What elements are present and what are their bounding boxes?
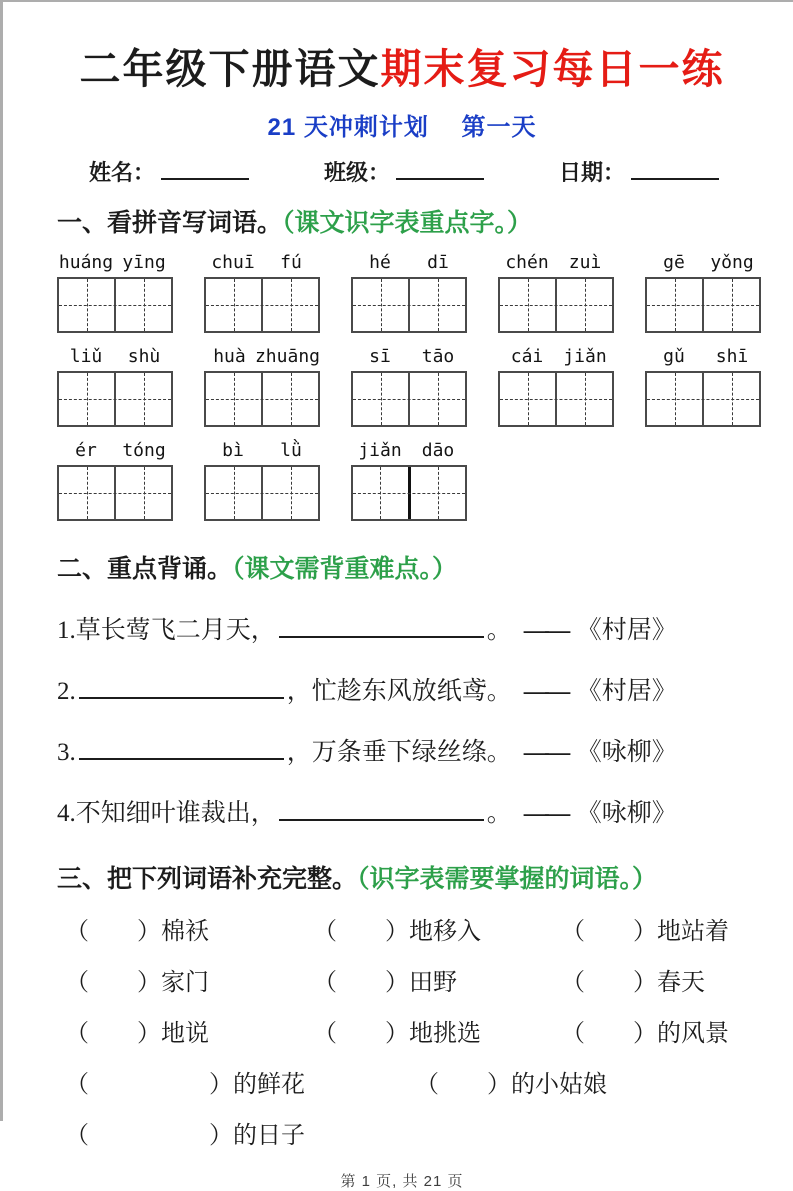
fill-word-cell: （ ）棉袄 [65, 919, 209, 945]
pinyin-syllable: tóng [122, 440, 166, 461]
tian-grid [645, 371, 761, 427]
pinyin-syllable: huà [213, 346, 246, 367]
answer-blank-line [279, 617, 484, 638]
fill-word-cell: （ ）地挑选 [313, 1021, 481, 1047]
recite-text-pre: 4.不知细叶谁裁出， [57, 800, 276, 827]
pinyin-syllable: lǜ [280, 440, 302, 461]
tian-grid [57, 371, 173, 427]
tian-cell [647, 279, 704, 331]
tian-grid [351, 371, 467, 427]
recite-line-2 [57, 671, 747, 707]
section1-heading-note: （课文识字表重点字。） [282, 209, 533, 237]
tian-cell [647, 373, 704, 425]
section2-heading-text: 二、重点背诵。 [57, 555, 233, 583]
tian-cell [704, 373, 759, 425]
name-label: 姓名： [89, 160, 156, 185]
pinyin-syllable: fú [280, 252, 302, 273]
pinyin-syllable: gē [663, 252, 685, 273]
page-footer: 第 1 页, 共 21 页 [340, 1173, 464, 1190]
tian-cell [411, 467, 466, 519]
pinyin-label [57, 252, 173, 273]
class-label: 班级： [323, 160, 390, 185]
pinyin-label [204, 346, 320, 367]
poem-source: 《咏柳》 [576, 739, 677, 766]
pinyin-word [351, 252, 467, 333]
tian-cell [353, 279, 410, 331]
fill-word-cell: （ ）家门 [65, 970, 209, 996]
pinyin-label [351, 252, 467, 273]
date-label: 日期： [558, 160, 625, 185]
fill-word-cell: （ ）田野 [313, 970, 457, 996]
date-blank-line [631, 162, 719, 180]
pinyin-label [57, 346, 173, 367]
pinyin-syllable: jiǎn [358, 440, 402, 461]
pinyin-syllable: shù [127, 346, 161, 367]
pinyin-label [645, 346, 761, 367]
tian-cell [206, 279, 263, 331]
recite-text-post: ，万条垂下绿丝绦。 [286, 739, 512, 766]
recite-line-3 [57, 732, 747, 768]
pinyin-label [645, 252, 761, 273]
tian-cell [59, 279, 116, 331]
section3-heading-note: （识字表需要掌握的词语。） [357, 865, 658, 893]
pinyin-syllable: zhuāng [254, 346, 320, 367]
recite-line-4 [57, 793, 747, 829]
pinyin-label [57, 440, 173, 461]
pinyin-word [57, 440, 173, 521]
pinyin-syllable: chén [505, 252, 549, 273]
tian-cell [206, 467, 263, 519]
section2-heading [57, 549, 747, 585]
plan-subtitle: 21 天冲刺计划 第一天 [267, 114, 537, 141]
tian-cell [410, 279, 465, 331]
em-dash: —— [523, 617, 567, 644]
fill-word-cell: （ ）地移入 [313, 919, 481, 945]
title-black-part: 二年级下册语文 [79, 46, 381, 92]
fill-word-row-3 [57, 1013, 747, 1048]
tian-cell [353, 467, 411, 519]
fill-word-row-2 [57, 962, 747, 997]
tian-grid [204, 371, 320, 427]
pinyin-label [351, 440, 467, 461]
pinyin-syllable: zuì [568, 252, 602, 273]
tian-cell [59, 467, 116, 519]
recite-text-pre: 3. [57, 739, 76, 766]
date-field [559, 156, 719, 187]
fill-word-cell: （ ）的风景 [561, 1021, 729, 1047]
page-title [57, 36, 747, 95]
tian-cell [500, 279, 557, 331]
fill-word-cell: （ ）地说 [65, 1021, 209, 1047]
pinyin-syllable: shī [715, 346, 749, 367]
pinyin-label [351, 346, 467, 367]
tian-cell [500, 373, 557, 425]
tian-cell [263, 279, 318, 331]
tian-grid [498, 277, 614, 333]
title-red-part: 期末复习每日一练 [380, 46, 725, 92]
fill-word-cell: （ ）地站着 [561, 919, 729, 945]
pinyin-word [645, 346, 761, 427]
recite-text-post: ，忙趁东风放纸鸢。 [286, 678, 512, 705]
pinyin-word [204, 440, 320, 521]
tian-cell [557, 373, 612, 425]
pinyin-label [498, 346, 614, 367]
tian-cell [704, 279, 759, 331]
pinyin-syllable: sī [369, 346, 391, 367]
pinyin-syllable: chuī [211, 252, 255, 273]
name-field [89, 156, 249, 187]
fill-word-row-1 [57, 911, 747, 946]
pinyin-syllable: hé [369, 252, 391, 273]
pinyin-syllable: gǔ [663, 346, 685, 367]
tian-cell [116, 279, 171, 331]
tian-grid [204, 277, 320, 333]
tian-grid [498, 371, 614, 427]
tian-grid [645, 277, 761, 333]
pinyin-word [57, 346, 173, 427]
class-blank-line [396, 162, 484, 180]
tian-cell [206, 373, 263, 425]
pinyin-word [204, 252, 320, 333]
pinyin-syllable: tāo [421, 346, 455, 367]
pinyin-word [498, 252, 614, 333]
tian-cell [557, 279, 612, 331]
pinyin-word [498, 346, 614, 427]
pinyin-syllable: jiǎn [563, 346, 607, 367]
class-field [324, 156, 484, 187]
name-blank-line [161, 162, 249, 180]
fill-word-cell: （ ）春天 [561, 970, 705, 996]
pinyin-syllable: yǒng [710, 252, 754, 273]
tian-cell [116, 373, 171, 425]
tian-cell [263, 373, 318, 425]
pinyin-syllable: dāo [421, 440, 455, 461]
pinyin-grid-row-2 [57, 346, 747, 427]
pinyin-label [204, 252, 320, 273]
fill-word-cell: （ ）的鲜花 [65, 1072, 305, 1098]
answer-blank-line [79, 678, 284, 699]
fill-word-cell: （ ）的日子 [65, 1123, 305, 1149]
tian-grid [351, 277, 467, 333]
em-dash: —— [523, 800, 567, 827]
pinyin-grid-row-3 [57, 440, 747, 521]
pinyin-syllable: dī [427, 252, 449, 273]
tian-grid [351, 465, 467, 521]
pinyin-grid-row-1 [57, 252, 754, 333]
tian-cell [116, 467, 171, 519]
poem-source: 《咏柳》 [576, 800, 677, 827]
pinyin-label [204, 440, 320, 461]
pinyin-syllable: yīng [122, 252, 166, 273]
pinyin-word [57, 252, 173, 333]
info-row [89, 156, 719, 187]
answer-blank-line [279, 800, 484, 821]
tian-cell [410, 373, 465, 425]
pinyin-syllable: cái [510, 346, 544, 367]
tian-grid [57, 277, 173, 333]
pinyin-syllable: ér [75, 440, 97, 461]
pinyin-label [498, 252, 614, 273]
pinyin-syllable: huáng [58, 252, 114, 273]
recite-line-1 [57, 610, 747, 646]
section2-heading-note: （课文需背重难点。） [232, 555, 458, 583]
section3-heading [57, 859, 747, 895]
tian-cell [263, 467, 318, 519]
pinyin-word [351, 346, 467, 427]
recite-text-pre: 1.草长莺飞二月天， [57, 617, 276, 644]
pinyin-word [645, 252, 761, 333]
section1-heading [57, 203, 747, 239]
pinyin-syllable: liǔ [69, 346, 103, 367]
fill-word-row-5 [57, 1115, 747, 1150]
em-dash: —— [523, 678, 567, 705]
section3-heading-text: 三、把下列词语补充完整。 [57, 865, 358, 893]
fill-word-cell: （ ）的小姑娘 [415, 1072, 607, 1098]
fill-word-row-4 [57, 1064, 747, 1099]
pinyin-syllable: bì [222, 440, 244, 461]
tian-cell [353, 373, 410, 425]
poem-source: 《村居》 [576, 678, 677, 705]
pinyin-word [351, 440, 467, 521]
tian-cell [59, 373, 116, 425]
tian-grid [204, 465, 320, 521]
recite-text-post: 。 [486, 617, 512, 644]
pinyin-word [204, 346, 320, 427]
tian-grid [57, 465, 173, 521]
em-dash: —— [523, 739, 567, 766]
poem-source: 《村居》 [576, 617, 677, 644]
recite-text-pre: 2. [57, 678, 76, 705]
recite-text-post: 。 [486, 800, 512, 827]
answer-blank-line [79, 739, 284, 760]
section1-heading-text: 一、看拼音写词语。 [57, 209, 283, 237]
